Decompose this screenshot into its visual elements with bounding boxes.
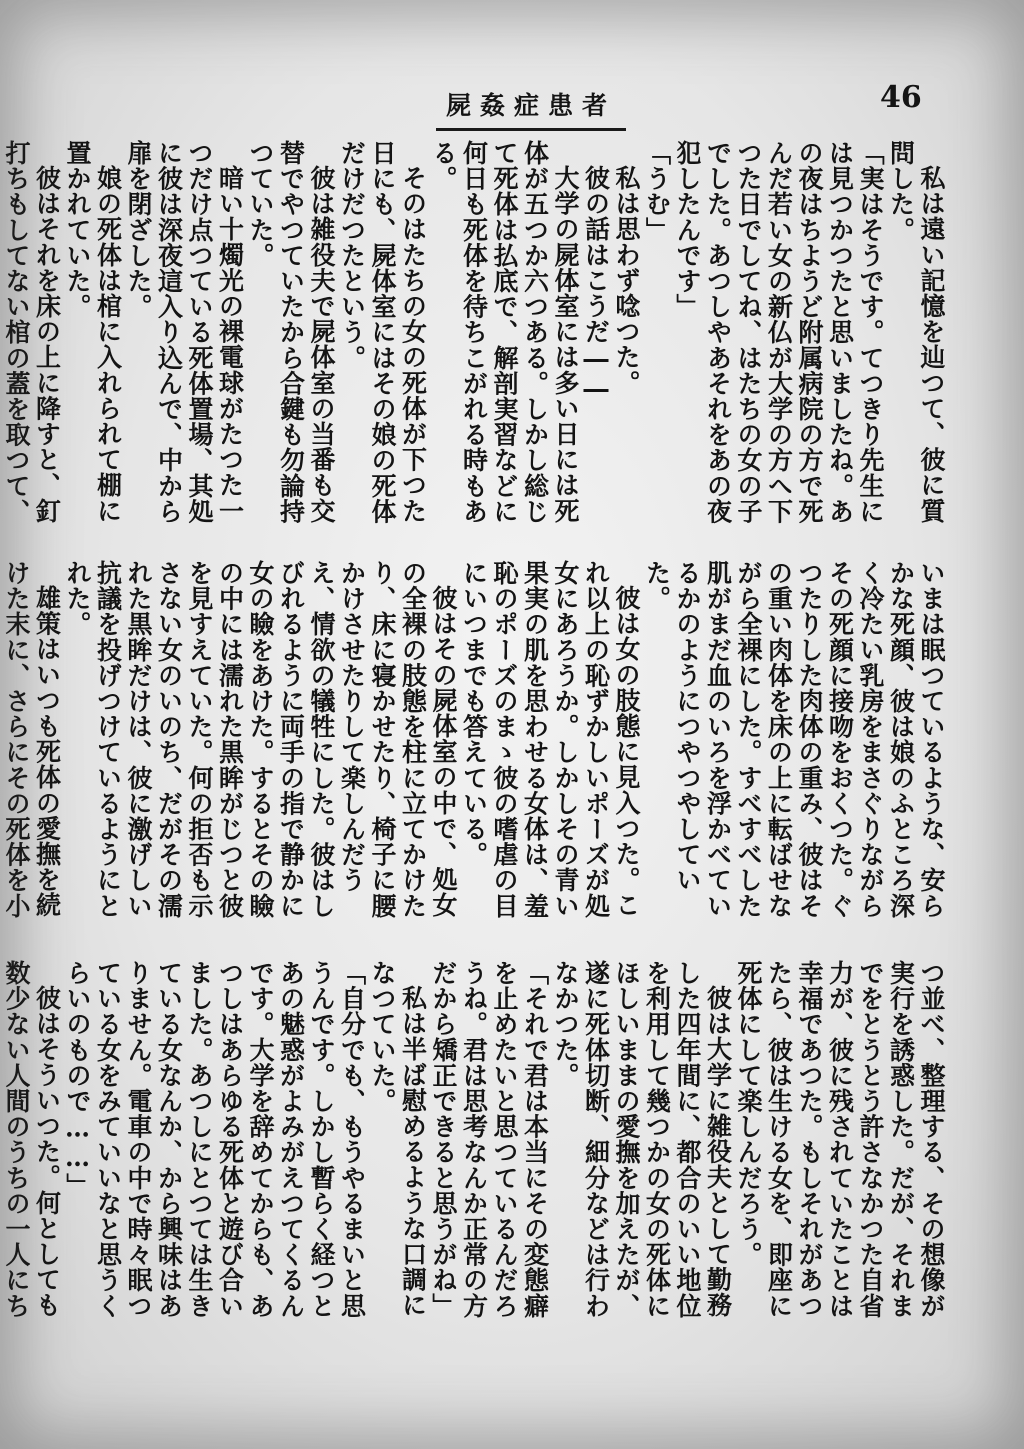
page-number: 46 <box>880 80 922 115</box>
text-block-middle <box>2 560 946 930</box>
paragraph: 大学の屍体室には多い日には死体が五つか六つある。しかし総じて死体は払底で、解剖実習などに何日も死体を待ちこがれる時もある。 <box>429 140 580 524</box>
paragraph: 「実はそうです。てつきり先生には見つかつたと思いましたね。あの夜はちようど附属病院の方で死んだ若い女の新仏が大学の方へ下つた日でしてね、はたちの女の子でした。あつしやあそれをあの夜犯したんです」 <box>673 140 885 524</box>
text-block-top <box>2 140 946 548</box>
paragraph: 娘の死体は棺に入れられて棚に置かれていた。 <box>63 140 123 524</box>
paragraph: 彼はそれを床の上に降すと、釘打ちもしてない棺の蓋を取つて、 <box>2 140 62 524</box>
paragraph: 私は半ば慰めるような口調になつていた。 <box>368 960 428 1318</box>
paragraph: いまは眠つているような、安らかな死顔、彼は娘のふところ深く冷たい乳房をまさぐりながらその死顔に接吻をおくつた。ぐつたりした肉体の重み、彼はその重い肉体を床の上に転ばせながら全裸にした。すべすべした肌がまだ血のいろを浮かべているかのようにつやつやしていた。 <box>642 560 946 919</box>
paragraph: 彼はその屍体室の中で、処女の全裸の肢態を柱に立てかけたり、床に寝かせたり、椅子に腰かけさせたりして楽しんだうえ、情欲の犠牲にした。彼はしびれるように両手の指で静かに女の瞼をあけた。するとその瞼の中には濡れた黒眸がじつと彼を見すえていた。何の拒否も示さない女のいのち、だがその濡れた黒眸だけは、彼に激げしい抗議を投げつけているようにとれた。 <box>63 560 458 919</box>
paragraph: 私は遠い記憶を辿つて、彼に質問した。 <box>886 140 946 524</box>
paragraph: 彼は雑役夫で屍体室の当番も交替でやつていたから合鍵も勿論持つていた。 <box>246 140 336 524</box>
running-head-title: 屍姦症患者 <box>436 86 626 131</box>
text-block-bottom <box>2 960 946 1340</box>
paragraph: 「それで君は本当にその変態癖を止めたいと思つているんだろうね。君は思考なんか正常の方だから矯正できると思うがね」 <box>429 960 550 1319</box>
paragraph: 「自分でも、もうやるまいと思うんです。しかし暫らく経つとあの魅惑がよみがえつてくるんです。大学を辞めてからも、あつしはあらゆる死体と遊び合いました。あつしにとつては生きている女なんか、から興味はありません。電車の中で時々眠つている女をみていいなと思うくらいのもので……」 <box>63 960 367 1319</box>
paragraph: 「うむ」 <box>642 140 672 243</box>
paragraph: 彼は女の肢態に見入つた。これ以上の恥ずかしいポーズが処女にあろうか。しかしその青い果実の肌を思わせる女体は、羞恥のポーズのまゝ彼の嗜虐の目にいつまでも答えている。 <box>459 560 641 919</box>
paragraph: 私は思わず唸つた。 <box>612 165 641 396</box>
paragraph: そのはたちの女の死体が下つた日にも、屍体室にはその娘の死体だけだつたという。 <box>337 140 428 524</box>
paragraph: 暗い十燭光の裸電球がたつた一つだけ点つている死体置場、其処に彼は深夜這入り込んで、中から扉を閉ざした。 <box>124 140 245 524</box>
paragraph: つ並べ、整理する、その想像が実行を誘惑した。だが、それまでをとうとう許さなかつた自省力が、彼に残されていたことは幸福であつた。もしそれがあつたら、彼は生ける女を、即座に死体にして楽しんだろう。 <box>734 960 946 1319</box>
paragraph: 雄策はいつも死体の愛撫を続けた末に、さらにその死体を小 <box>2 560 62 919</box>
paragraph: 彼の話はこうだ―― <box>581 165 611 404</box>
paragraph: 彼は大学に雑役夫として勤務した四年間に、都合のいい地位を利用して幾つかの女の死体にほしいままの愛撫を加えたが、遂に死体切断、細分などは行わなかつた。 <box>551 960 733 1319</box>
paragraph: 彼はそういつた。何としても数少ない人間のうちの一人にち <box>2 960 62 1319</box>
